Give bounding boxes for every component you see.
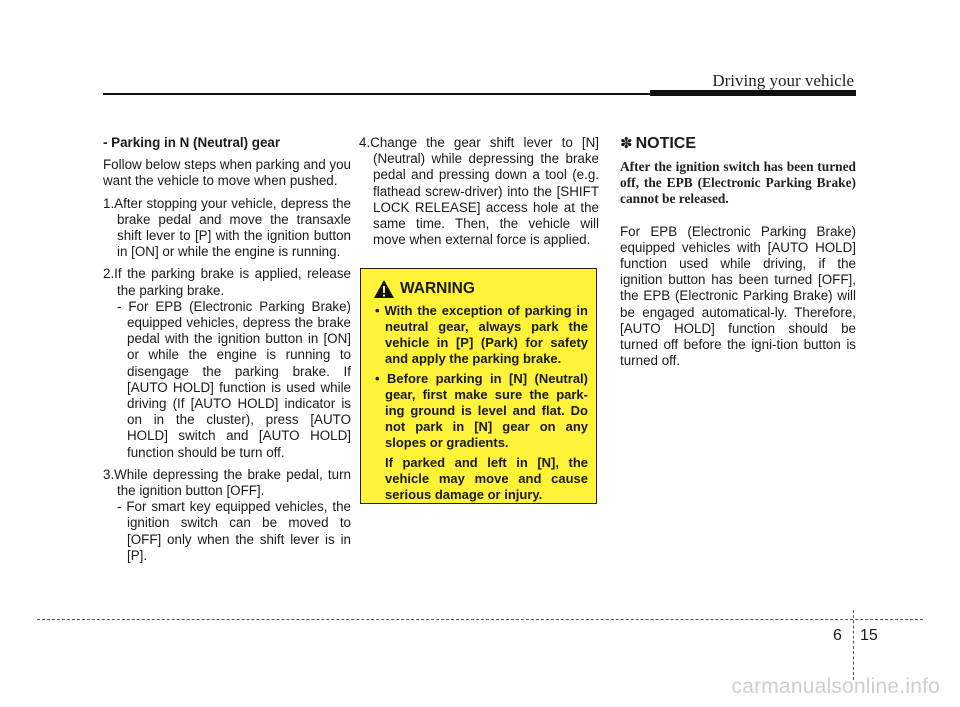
notice-bold-text: After the ignition switch has been turned off, the EPB (Electronic Parking Brake) cannot be released.	[620, 159, 856, 207]
warning-box	[360, 268, 597, 504]
intro-paragraph: Follow below steps when parking and you want the vehicle to move when pushed.	[103, 157, 351, 189]
notice-star-icon: ✽	[620, 135, 633, 152]
column-left	[103, 135, 351, 564]
step-2: 2.If the parking brake is applied, release the parking brake.	[103, 266, 351, 298]
step-1: 1.After stopping your vehicle, depress the brake pedal and move the transaxle shift lever to [P] with the ignition button in [ON] or while the engine is running.	[103, 195, 351, 260]
step-3-sub: - For smart key equipped vehicles, the ignition switch can be moved to [OFF] only when the shift lever is in [P].	[117, 499, 351, 563]
column-right	[620, 135, 856, 369]
warning-triangle-icon	[373, 279, 395, 299]
step-2-sub: - For EPB (Electronic Parking Brake) equipped vehicles, depress the brake pedal with the ignition button in [ON] or while the engine is running to disengage the parking brake. If [AUTO HOLD] function is used while driving (If [AUTO HOLD] indicator is on in the cluster), press [AUTO HOLD] switch and [AUTO HOLD] function should be turn off.	[117, 298, 351, 460]
notice-heading	[620, 135, 856, 153]
footer-rule	[37, 619, 923, 620]
warning-bullet-1: • With the exception of parking in neutral gear, always park the vehicle in [P] (Park) for safety and apply the parking brake.	[375, 303, 588, 366]
warning-bullet-2: • Before parking in [N] (Neutral) gear, first make sure the park-ing ground is level and flat. Do not park in [N] gear on any slopes or gradients.	[375, 371, 588, 450]
footer-divider	[853, 610, 854, 680]
warning-title: WARNING	[400, 280, 475, 297]
step-3: 3.While depressing the brake pedal, turn the ignition button [OFF].	[103, 466, 351, 499]
warning-header	[373, 279, 588, 299]
header-tab-bar	[650, 90, 856, 96]
subheading: - Parking in N (Neutral) gear	[103, 135, 281, 150]
section-title: Driving your vehicle	[712, 71, 854, 90]
warning-bullet-2-continued: If parked and left in [N], the vehicle may move and cause serious damage or injury.	[385, 455, 588, 502]
column-middle	[359, 135, 599, 248]
notice-body: For EPB (Electronic Parking Brake) equipped vehicles with [AUTO HOLD] function used while driving, if the ignition button has been turned [OFF], the EPB (Electronic Parking Brake) will be engaged automatical-ly. Therefore, [AUTO HOLD] function should be turned off before the igni-tion button is turned off.	[620, 223, 856, 369]
notice-title: NOTICE	[635, 135, 697, 152]
chapter-number: 6	[833, 627, 842, 644]
page-number: 15	[860, 627, 878, 644]
step-4: 4.Change the gear shift lever to [N] (Neutral) while depressing the brake pedal and pressing down a tool (e.g. flathead screw-driver) into the [SHIFT LOCK RELEASE] access hole at the same time. Then, the vehicle will move when external force is applied.	[359, 135, 599, 248]
watermark: carmanualsonline.info	[731, 675, 940, 698]
